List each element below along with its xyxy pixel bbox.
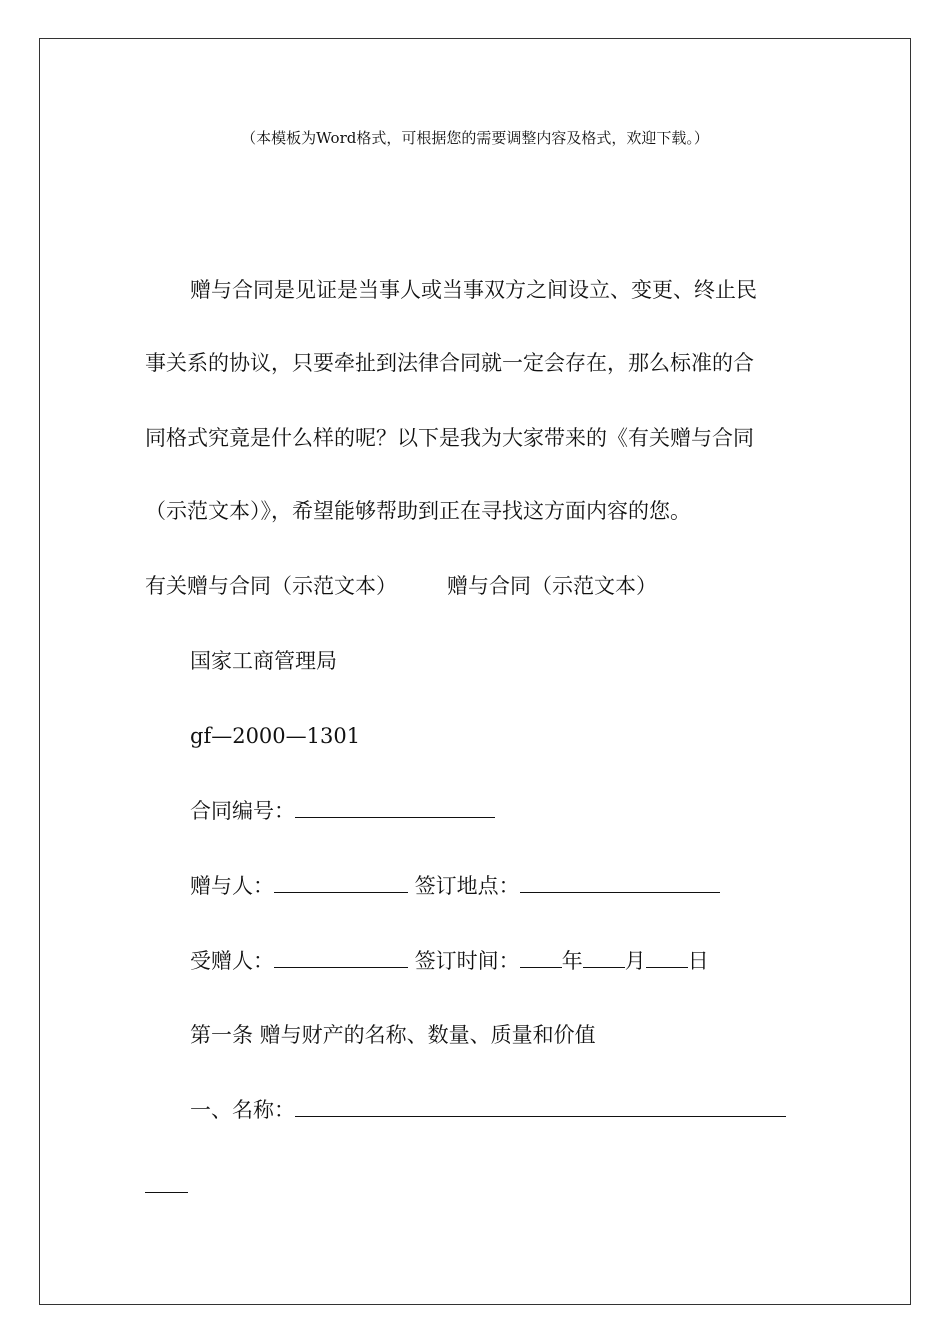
contract-number-label: 合同编号： [190,799,295,823]
day-label: 日 [687,949,709,973]
donor-field[interactable] [274,872,408,893]
intro-line-1: 赠与合同是见证是当事人或当事双方之间设立、变更、终止民 [190,278,757,302]
heading-line [145,572,657,600]
item-1-label: 一、名称： [190,1098,295,1122]
donor-line [190,872,720,900]
heading-title-2: 赠与合同（示范文本） [447,574,657,598]
signing-place-label: 签订地点： [414,874,520,898]
issuer-line: 国家工商管理局 [190,649,337,673]
article-1-title: 第一条 赠与财产的名称、数量、质量和价值 [190,1023,596,1047]
item-1-line [190,1096,786,1124]
intro-line-4: （示范文本）》，希望能够帮助到正在寻找这方面内容的您。 [145,499,691,523]
template-note: （本模板为Word格式，可根据您的需要调整内容及格式，欢迎下载。） [241,129,709,147]
contract-number-field[interactable] [295,797,495,818]
code-line: gf—2000—1301 [190,724,361,748]
donee-line [190,947,709,975]
signing-place-field[interactable] [520,872,720,893]
intro-line-3: 同格式究竟是什么样的呢？以下是我为大家带来的《有关赠与合同 [145,426,754,450]
contract-number-line [190,797,495,825]
item-1-continuation [145,1172,188,1200]
item-1-continuation-field[interactable] [145,1172,188,1193]
signing-time-label: 签订时间： [414,949,520,973]
year-label: 年 [561,949,583,973]
donee-label: 受赠人： [190,949,274,973]
intro-line-2: 事关系的协议，只要牵扯到法律合同就一定会存在，那么标准的合 [145,351,754,375]
donee-field[interactable] [274,947,408,968]
month-label: 月 [624,949,646,973]
heading-title-1: 有关赠与合同（示范文本） [145,574,397,598]
day-field[interactable] [646,947,688,968]
item-1-name-field[interactable] [295,1096,786,1117]
year-field[interactable] [520,947,562,968]
month-field[interactable] [583,947,625,968]
donor-label: 赠与人： [190,874,274,898]
